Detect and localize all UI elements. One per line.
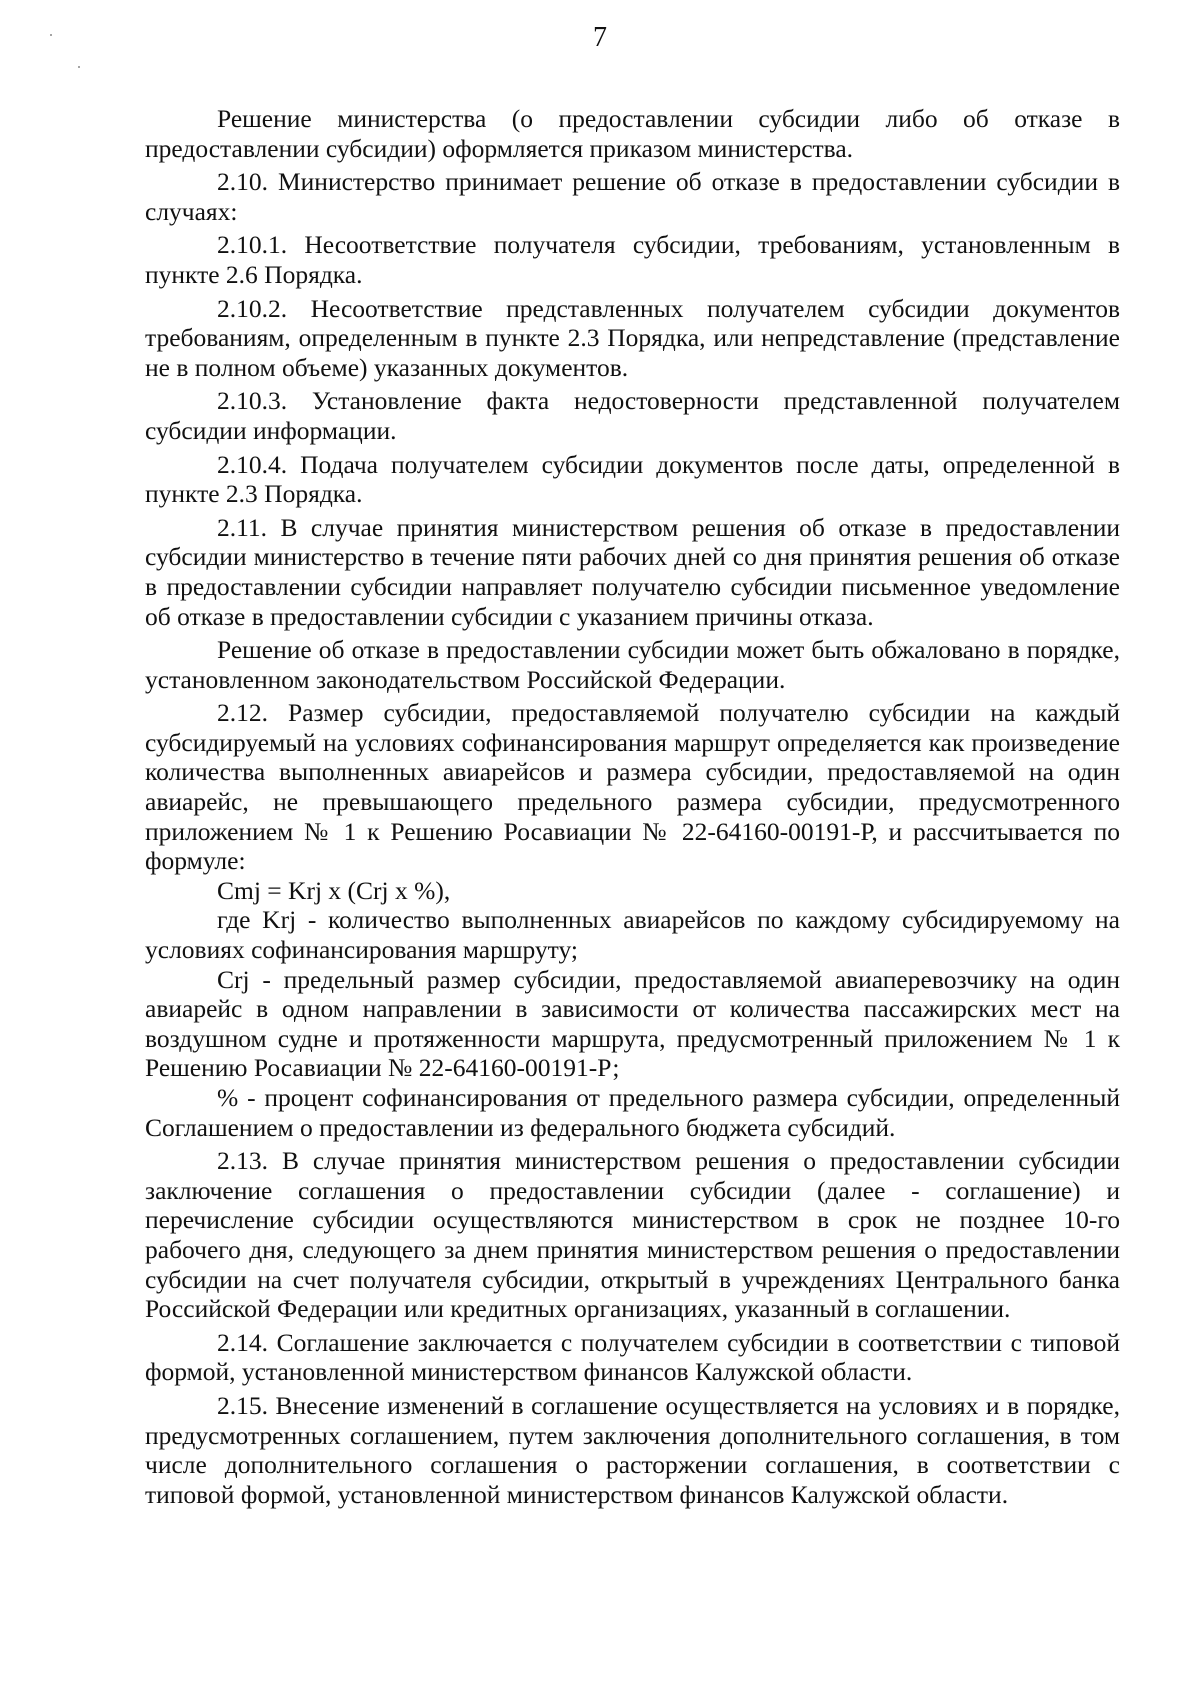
formula: Cmj = Krj х (Crj х %), [217, 875, 451, 905]
formula-percent-definition: % - процент софинансирования от предельного размера субсидии, определенный Соглашением о предоставлении из федерального бюджета субсидий. [145, 1083, 1120, 1142]
formula-crj-definition: Crj - предельный размер субсидии, предоставляемой авиаперевозчику на один авиарейс в одном направлении в зависимости от количества пассажирских мест на воздушном судне и протяженности маршрута, предусмотренный приложением № 1 к Решению Росавиации № 22-64160-00191-Р; [145, 964, 1120, 1083]
paragraph-2-10: 2.10. Министерство принимает решение об отказе в предоставлении субсидии в случаях: [145, 167, 1120, 226]
paragraph-2-10-3: 2.10.3. Установление факта недостоверности представленной получателем субсидии информации. [145, 386, 1120, 445]
paragraph-2-15: 2.15. Внесение изменений в соглашение осуществляется на условиях и в порядке, предусмотренных соглашением, путем заключения дополнительного соглашения, в том числе дополнительного соглашения о расторжении соглашения, в соответствии с типовой формой, установленной министерством финансов Калужской области. [145, 1390, 1120, 1509]
paragraph-2-11: 2.11. В случае принятия министерством решения об отказе в предоставлении субсидии министерство в течение пяти рабочих дней со дня принятия решения об отказе в предоставлении субсидии направляет получателю субсидии письменное уведомление об отказе в предоставлении субсидии с указанием причины отказа. [145, 512, 1120, 631]
paragraph-decision-format: Решение министерства (о предоставлении субсидии либо об отказе в предоставлении субсидии) оформляется приказом министерства. [145, 104, 1120, 163]
scan-speck [78, 66, 80, 68]
paragraph-2-12: 2.12. Размер субсидии, предоставляемой получателю субсидии на каждый субсидируемый на условиях софинансирования маршрут определяется как произведение количества выполненных авиарейсов и размера субсидии, предоставляемой на один авиарейс, не превышающего предельного размера субсидии, предусмотренного приложением № 1 к Решению Росавиации № 22-64160-00191-Р, и рассчитывается по формуле: [145, 698, 1120, 876]
paragraph-2-14: 2.14. Соглашение заключается с получателем субсидии в соответствии с типовой формой, установленной министерством финансов Калужской области. [145, 1327, 1120, 1387]
page-number: 7 [593, 22, 607, 53]
paragraph-2-13: 2.13. В случае принятия министерством решения о предоставлении субсидии заключение соглашения о предоставлении субсидии (далее - соглашение) и перечисление субсидии осуществляются министерством в срок не позднее 10-го рабочего дня, следующего за днем принятия министерством решения о предоставлении субсидии на счет получателя субсидии, открытый в учреждениях Центрального банка Российской Федерации или кредитных организациях, указанный в соглашении. [145, 1146, 1120, 1324]
document-body [145, 104, 1120, 1509]
paragraph-appeal: Решение об отказе в предоставлении субсидии может быть обжаловано в порядке, установленном законодательством Российской Федерации. [145, 635, 1120, 694]
paragraph-2-10-1: 2.10.1. Несоответствие получателя субсидии, требованиям, установленным в пункте 2.6 Порядка. [145, 230, 1120, 289]
paragraph-2-10-4: 2.10.4. Подача получателем субсидии документов после даты, определенной в пункте 2.3 Порядка. [145, 449, 1120, 509]
formula-krj-definition: где Krj - количество выполненных авиарейсов по каждому субсидируемому на условиях софинансирования маршруту; [145, 905, 1120, 965]
paragraph-2-10-2: 2.10.2. Несоответствие представленных получателем субсидии документов требованиям, определенным в пункте 2.3 Порядка, или непредставление (представление не в полном объеме) указанных документов. [145, 293, 1120, 382]
